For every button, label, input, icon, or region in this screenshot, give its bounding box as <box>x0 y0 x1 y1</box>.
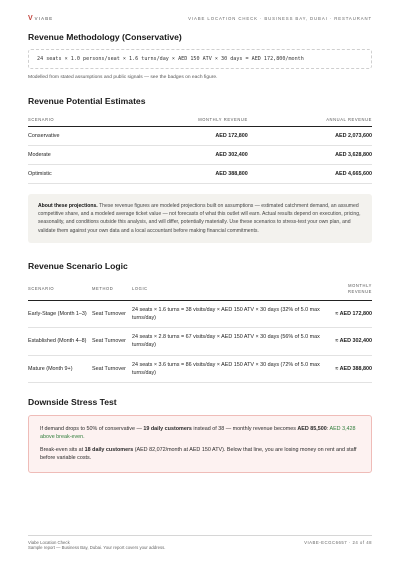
estimates-heading: Revenue Potential Estimates <box>28 96 146 106</box>
logic-header-scenario: SCENARIO <box>28 278 92 301</box>
logic-method: Seat Turnover <box>92 328 132 355</box>
stress-customers: 19 daily customers <box>143 426 192 433</box>
table-row <box>28 165 372 184</box>
logic-heading: Revenue Scenario Logic <box>28 260 128 271</box>
stress-text: (AED 82,072/month at AED 150 ATV). Below that line, you are losing money on rent and staff before variable costs. <box>40 446 357 462</box>
estimates-monthly: AED 302,400 <box>113 146 247 165</box>
logo-text: VIABE <box>34 15 54 21</box>
footer-product: Viabe Location Check <box>28 540 70 545</box>
estimates-header-scenario: SCENARIO <box>28 113 113 127</box>
logic-method: Seat Turnover <box>92 355 132 382</box>
stress-text: instead of 38 — monthly revenue becomes <box>191 426 298 433</box>
logic-monthly: ≈ AED 388,800 <box>326 355 372 382</box>
footer-disclaimer: Sample report — Business Bay, Dubai. Your report covers your address. <box>28 545 166 550</box>
estimates-annual: AED 4,665,600 <box>248 165 372 184</box>
stress-text: : <box>326 426 330 433</box>
logic-table <box>28 278 372 383</box>
estimates-scenario: Conservative <box>28 127 113 146</box>
methodology-formula: 24 seats × 1.0 persons/seat × 1.6 turns/day × AED 150 ATV × 30 days = AED 172,800/month <box>28 49 372 69</box>
stress-paragraph-breakeven <box>40 446 360 463</box>
methodology-heading: Revenue Methodology (Conservative) <box>28 32 182 42</box>
stress-heading: Downside Stress Test <box>28 397 117 408</box>
logic-formula: 24 seats × 3.6 turns = 86 visits/day × AED 150 ATV × 30 days (72% of 5.0 max turns/day) <box>132 355 326 382</box>
projections-disclaimer <box>28 194 372 243</box>
stress-text: Break-even sits at <box>40 446 85 453</box>
disclaimer-body: These revenue figures are modeled projections built on assumptions — estimated catchment demand, an assumed competitive share, and a modeled average ticket value — not forecasts of what this outlet will earn. Actual results depend on execution, pricing, seasonality, and conditions outside this analysis, and will differ, potentially materially. Use these scenarios to stress-test your own plan, and validate them against your own data and a local accountant before making financial commitments. <box>38 203 361 234</box>
estimates-annual: AED 3,628,800 <box>248 146 372 165</box>
logic-method: Seat Turnover <box>92 300 132 327</box>
footer-page-number: VIABE-ECGC6657 · 24 of 48 <box>304 540 372 545</box>
table-row <box>28 300 372 327</box>
disclaimer-lead: About these projections. <box>38 203 98 209</box>
table-row <box>28 127 372 146</box>
breakeven-customers: 18 daily customers <box>84 446 134 453</box>
estimates-scenario: Optimistic <box>28 165 113 184</box>
logic-scenario: Established (Month 4–8) <box>28 328 92 355</box>
estimates-header-monthly: MONTHLY REVENUE <box>113 113 247 127</box>
logic-monthly: ≈ AED 302,400 <box>326 328 372 355</box>
logic-header-method: METHOD <box>92 278 132 301</box>
estimates-monthly: AED 172,800 <box>113 127 247 146</box>
logic-formula: 24 seats × 2.8 turns = 67 visits/day × AED 150 ATV × 30 days (56% of 5.0 max turns/day) <box>132 328 326 355</box>
methodology-note: Modelled from stated assumptions and public signals — see the badges on each figure. <box>28 75 218 80</box>
stress-text: If demand drops to 50% of conservative — <box>40 426 144 433</box>
document-title: VIABE LOCATION CHECK · BUSINESS BAY, DUBAI · RESTAURANT <box>188 15 372 21</box>
logo <box>28 15 53 22</box>
table-row <box>28 328 372 355</box>
logic-formula: 24 seats × 1.6 turns = 38 visits/day × AED 150 ATV × 30 days (32% of 5.0 max turns/day) <box>132 300 326 327</box>
stress-margin: AED 3,428 above break-even. <box>40 426 356 441</box>
estimates-header-annual: ANNUAL REVENUE <box>248 113 372 127</box>
stress-test-callout <box>28 415 372 473</box>
footer-left <box>28 540 166 550</box>
estimates-table <box>28 113 372 184</box>
stress-paragraph-demand <box>40 425 360 442</box>
estimates-monthly: AED 388,800 <box>113 165 247 184</box>
logic-monthly: ≈ AED 172,800 <box>326 300 372 327</box>
logic-scenario: Early-Stage (Month 1–3) <box>28 300 92 327</box>
table-row <box>28 146 372 165</box>
logic-header-logic: LOGIC <box>132 278 326 301</box>
page-footer <box>28 535 372 550</box>
table-row <box>28 355 372 382</box>
logic-scenario: Mature (Month 9+) <box>28 355 92 382</box>
page-header <box>28 12 372 24</box>
stress-revenue: AED 85,500 <box>297 426 327 433</box>
logic-header-monthly: MONTHLY REVENUE <box>326 278 372 301</box>
estimates-scenario: Moderate <box>28 146 113 165</box>
page-content <box>28 32 372 473</box>
logo-mark-icon: V <box>28 14 33 22</box>
estimates-annual: AED 2,073,600 <box>248 127 372 146</box>
